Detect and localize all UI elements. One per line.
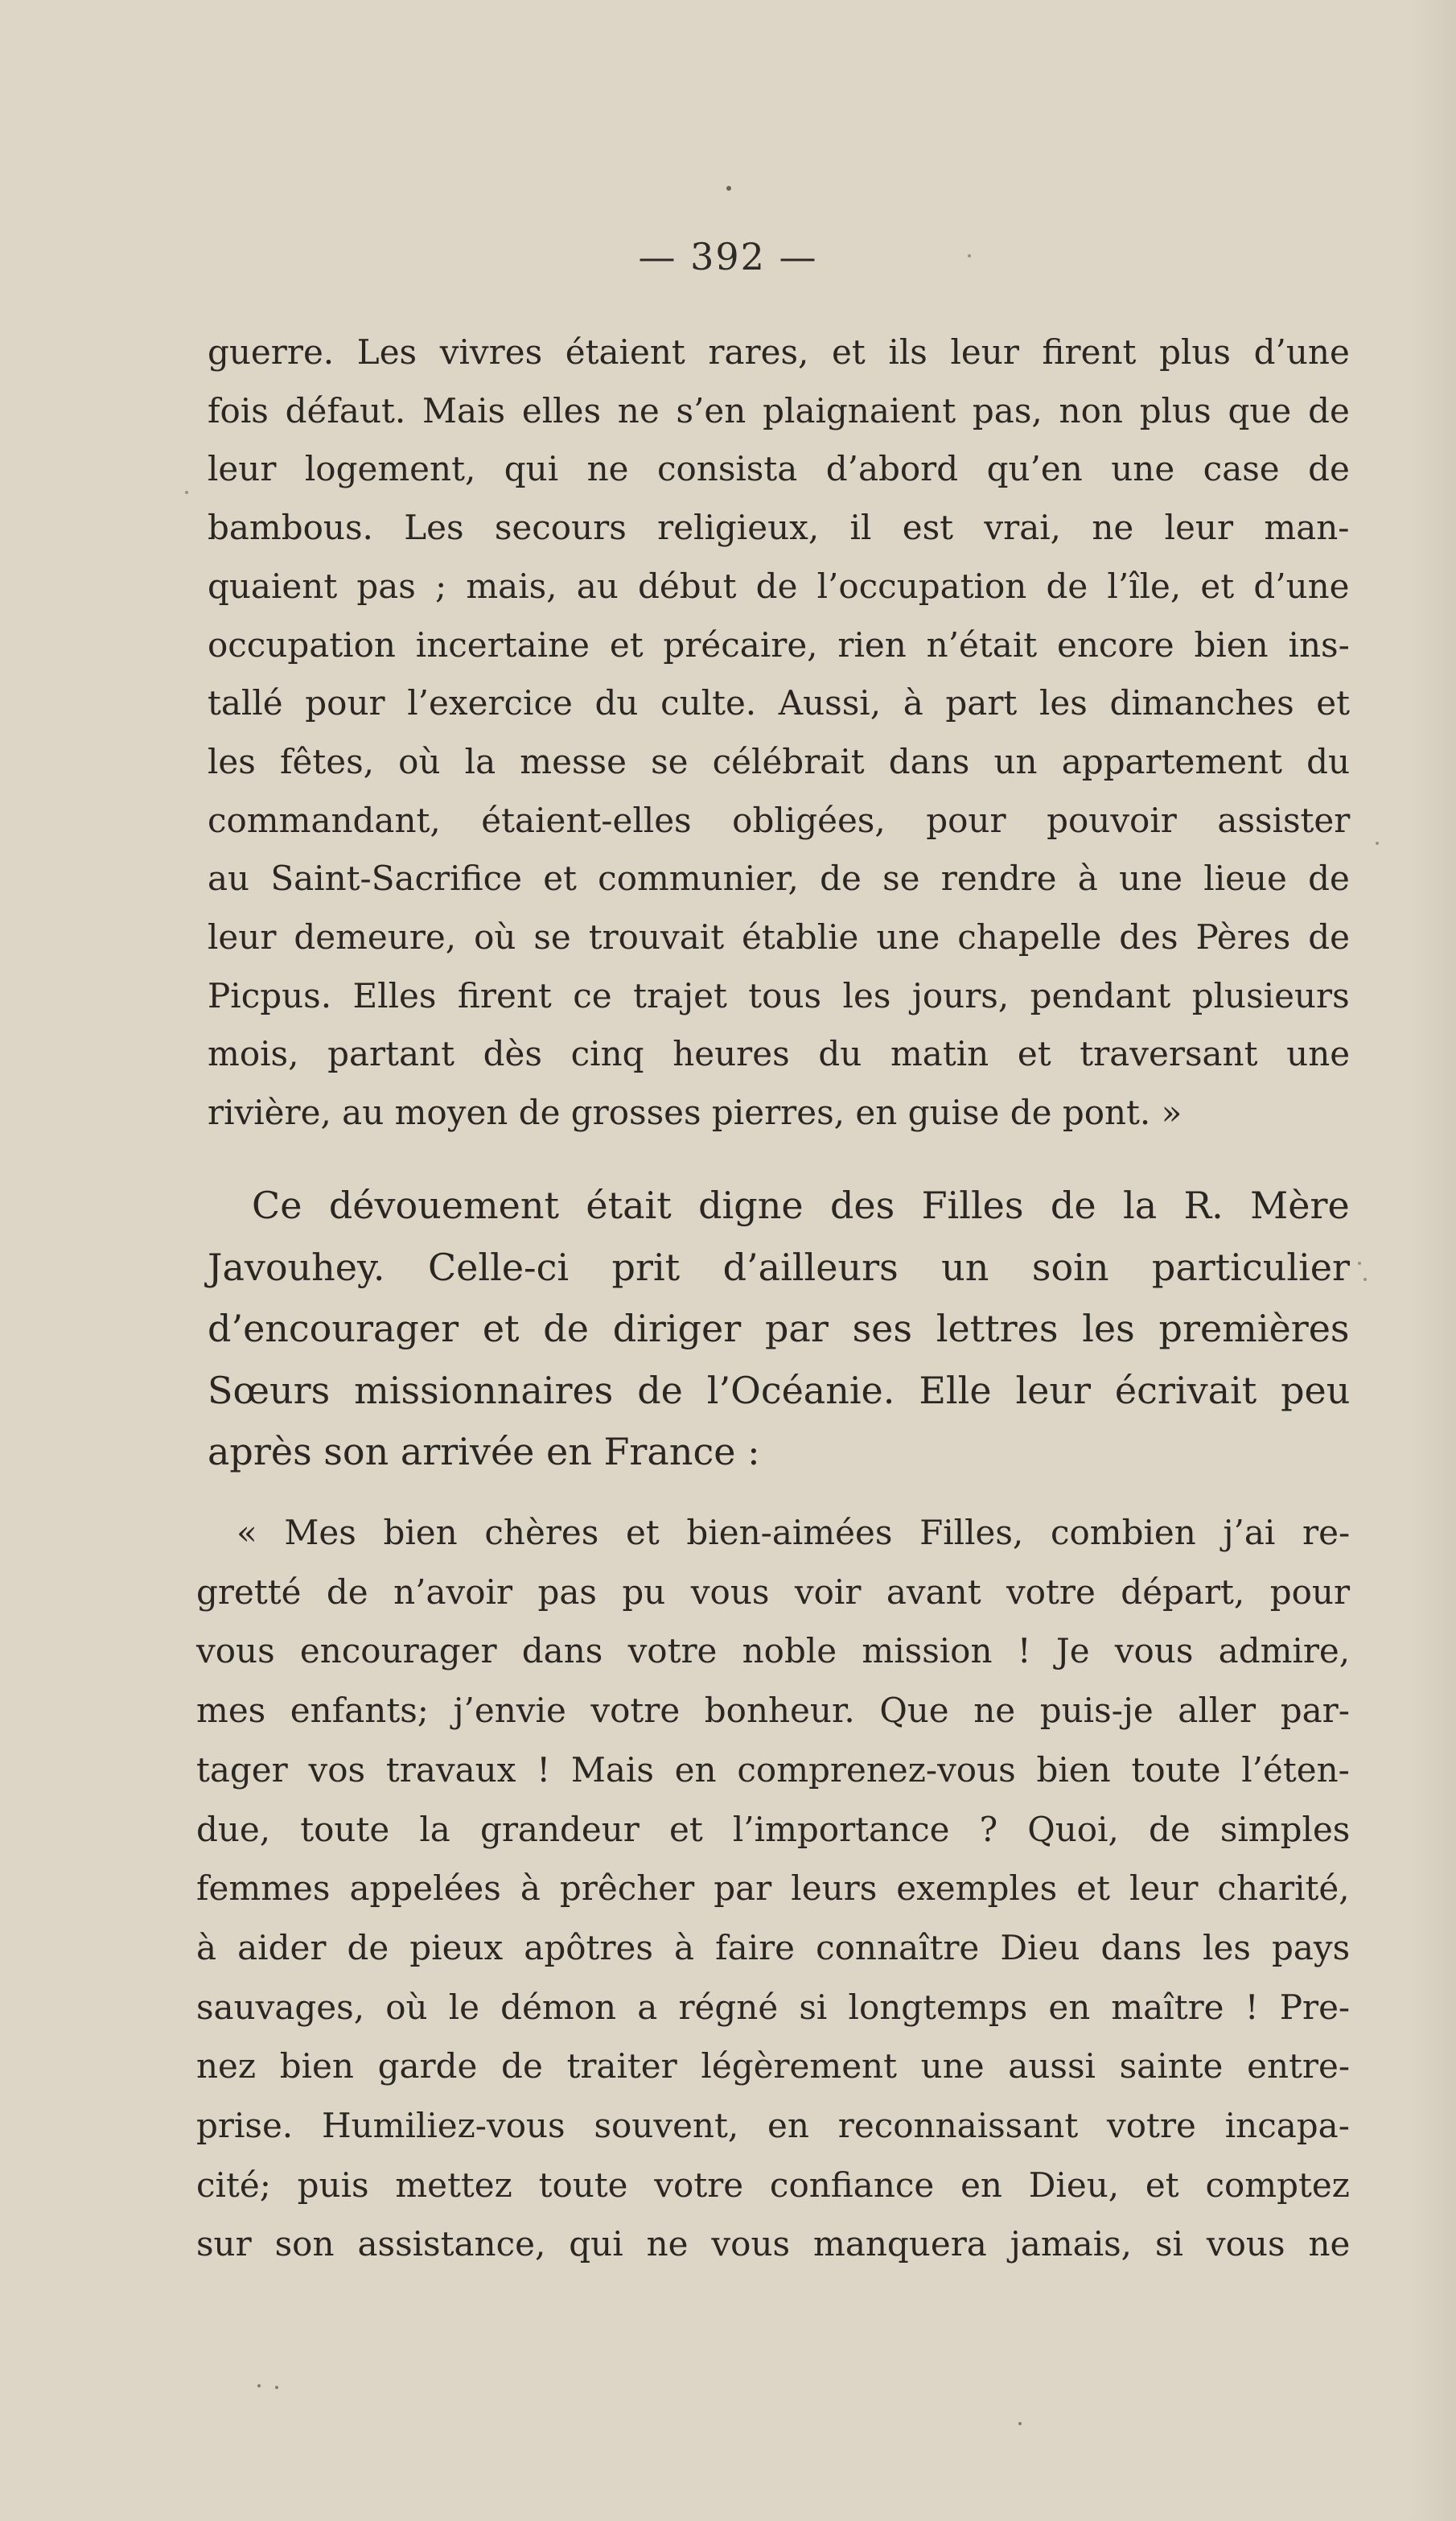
text-line: rivière, au moyen de grosses pierres, en guise de pont. » bbox=[208, 1093, 1182, 1133]
text-line: guerre. Les vivres étaient rares, et ils leur firent plus d’une bbox=[208, 332, 1350, 372]
text-line: Javouhey. Celle-ci prit d’ailleurs un soin particulier bbox=[208, 1245, 1351, 1289]
text-line: au Saint-Sacrifice et communier, de se rendre à une lieue de bbox=[208, 859, 1350, 899]
text-line: « Mes bien chères et bien-aimées Filles, combien j’ai re- bbox=[236, 1513, 1351, 1552]
text-line: gretté de n’avoir pas pu vous voir avant votre départ, pour bbox=[196, 1572, 1351, 1612]
text-line: due, toute la grandeur et l’importance ? Quoi, de simples bbox=[196, 1809, 1351, 1849]
text-line: sur son assistance, qui ne vous manquera jamais, si vous ne bbox=[196, 2224, 1351, 2264]
text-line: prise. Humiliez-vous souvent, en reconnaissant votre incapa- bbox=[196, 2106, 1350, 2146]
text-line: les fêtes, où la messe se célébrait dans un appartement du bbox=[208, 741, 1351, 781]
text-line: cité; puis mettez toute votre confiance en Dieu, et comptez bbox=[196, 2165, 1350, 2205]
text-line: leur logement, qui ne consista d’abord qu’en une case de bbox=[208, 449, 1350, 489]
text-line: après son arrivée en France : bbox=[208, 1430, 760, 1474]
page-number: — 392 — bbox=[638, 235, 818, 278]
paragraph-devotion bbox=[208, 1175, 1350, 1483]
text-line: commandant, étaient-elles obligées, pour pouvoir assister bbox=[208, 800, 1351, 840]
text-line: sauvages, où le démon a régné si longtemps en maître ! Pre- bbox=[196, 1987, 1351, 2027]
text-line: femmes appelées à prêcher par leurs exemples et leur charité, bbox=[196, 1868, 1350, 1909]
text-line: à aider de pieux apôtres à faire connaître Dieu dans les pays bbox=[196, 1927, 1351, 1967]
text-line: d’encourager et de diriger par ses lettres les premières bbox=[208, 1307, 1350, 1351]
text-line: mois, partant dès cinq heures du matin et traversant une bbox=[208, 1034, 1351, 1074]
text-line: quaient pas ; mais, au début de l’occupation de l’île, et d’une bbox=[208, 566, 1350, 606]
text-line: Sœurs missionnaires de l’Océanie. Elle leur écrivait peu bbox=[208, 1368, 1351, 1412]
text-line: Picpus. Elles firent ce trajet tous les jours, pendant plusieurs bbox=[208, 975, 1350, 1015]
text-line: occupation incertaine et précaire, rien n’était encore bien ins- bbox=[208, 624, 1350, 665]
text-line: mes enfants; j’envie votre bonheur. Que ne puis-je aller par- bbox=[196, 1691, 1350, 1731]
text-line: vous encourager dans votre noble mission ! Je vous admire, bbox=[196, 1631, 1351, 1671]
paragraph-narrative bbox=[208, 323, 1350, 1143]
text-line: nez bien garde de traiter légèrement une aussi sainte entre- bbox=[196, 2046, 1351, 2086]
text-line: leur demeure, où se trouvait établie une chapelle des Pères de bbox=[208, 917, 1350, 958]
paragraph-letter-quote bbox=[196, 1503, 1350, 2274]
text-line: bambous. Les secours religieux, il est vrai, ne leur man- bbox=[208, 508, 1350, 548]
text-line: fois défaut. Mais elles ne s’en plaignaient pas, non plus que de bbox=[208, 390, 1350, 430]
text-line: tallé pour l’exercice du culte. Aussi, à part les dimanches et bbox=[208, 683, 1351, 723]
text-line: Ce dévouement était digne des Filles de la R. Mère bbox=[252, 1184, 1350, 1227]
text-line: tager vos travaux ! Mais en comprenez-vous bien toute l’éten- bbox=[196, 1749, 1350, 1790]
